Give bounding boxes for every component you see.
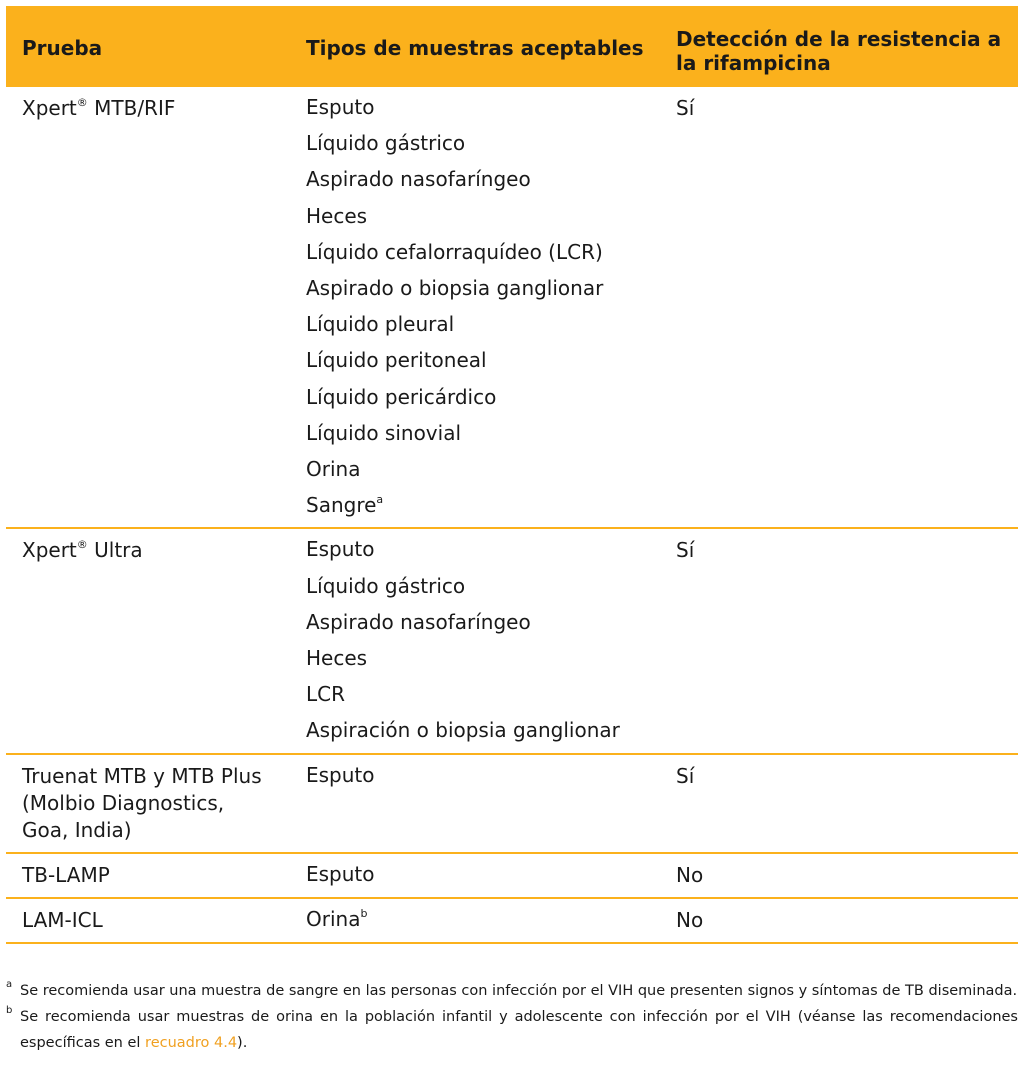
header-test: Prueba xyxy=(6,6,290,87)
sample-item-text: Orina xyxy=(306,906,361,931)
sample-list xyxy=(290,754,660,853)
sample-item: Heces xyxy=(306,646,368,671)
footnotes xyxy=(6,978,1018,1056)
sample-item: Esputo xyxy=(306,861,375,886)
footnote-a xyxy=(6,978,1018,1004)
diagnostic-tests-table xyxy=(6,6,1018,944)
diagnostic-tests-table-wrapper xyxy=(6,6,1018,944)
sample-item-text: Sangre xyxy=(306,493,377,518)
resistance-value: Sí xyxy=(660,528,1018,753)
footnote-mark: b xyxy=(6,1005,13,1016)
resistance-value: No xyxy=(660,898,1018,943)
table-row xyxy=(6,853,1018,898)
resistance-value: No xyxy=(660,853,1018,898)
sample-item: Aspirado o biopsia ganglionar xyxy=(306,276,604,301)
test-name xyxy=(6,87,290,528)
footnote-text: Se recomienda usar muestras de orina en la población infantil y adolescente con infección por el VIH (véanse las recomendaciones específicas en el xyxy=(20,1009,1018,1051)
registered-mark: ® xyxy=(76,96,88,109)
sample-list xyxy=(290,87,660,528)
test-name-text: Xpert xyxy=(22,96,77,120)
sample-item: Líquido pleural xyxy=(306,312,455,337)
test-name: TB-LAMP xyxy=(6,853,290,898)
sample-item xyxy=(306,487,646,523)
table-row xyxy=(6,87,1018,528)
sample-item: Orina xyxy=(306,457,361,482)
sample-item: Heces xyxy=(306,203,368,228)
table-row xyxy=(6,528,1018,753)
sample-item xyxy=(306,901,646,937)
sample-item: Aspirado nasofaríngeo xyxy=(306,609,531,634)
sample-list xyxy=(290,853,660,898)
sample-item: Esputo xyxy=(306,537,375,562)
sample-item: Líquido peritoneal xyxy=(306,348,487,373)
test-name-rest: MTB/RIF xyxy=(87,96,176,120)
footnote-ref: a xyxy=(376,493,384,507)
sample-item: Líquido gástrico xyxy=(306,131,466,156)
footnote-ref: b xyxy=(360,906,368,920)
box-reference-link[interactable]: recuadro 4.4 xyxy=(145,1035,238,1051)
sample-item: Esputo xyxy=(306,762,375,787)
sample-item: Líquido gástrico xyxy=(306,573,466,598)
sample-list xyxy=(290,898,660,943)
sample-item: Líquido cefalorraquídeo (LCR) xyxy=(306,239,603,264)
registered-mark: ® xyxy=(76,538,88,552)
sample-item: Líquido pericárdico xyxy=(306,384,497,409)
footnote-text: Se recomienda usar una muestra de sangre en las personas con infección por el VIH que presenten signos y síntomas de TB diseminada. xyxy=(20,983,1018,999)
sample-item: LCR xyxy=(306,682,346,707)
resistance-value: Sí xyxy=(660,754,1018,853)
header-rifampicin-resistance: Detección de la resistencia a la rifampicina xyxy=(660,6,1018,87)
sample-item: Líquido sinovial xyxy=(306,420,462,445)
test-name: LAM-ICL xyxy=(6,898,290,943)
sample-item: Aspiración o biopsia ganglionar xyxy=(306,718,620,743)
footnote-b xyxy=(6,1004,1018,1056)
sample-list xyxy=(290,528,660,753)
table-header-row xyxy=(6,6,1018,87)
test-name-text: Xpert xyxy=(22,538,77,563)
test-name: Truenat MTB y MTB Plus (Molbio Diagnostics, Goa, India) xyxy=(6,754,290,853)
sample-item: Esputo xyxy=(306,95,375,119)
footnote-mark: a xyxy=(6,979,13,990)
test-name xyxy=(6,528,290,753)
sample-item: Aspirado nasofaríngeo xyxy=(306,167,531,192)
header-sample-types: Tipos de muestras aceptables xyxy=(290,6,660,87)
footnote-text-end: ). xyxy=(237,1035,248,1051)
table-row xyxy=(6,898,1018,943)
test-name-rest: Ultra xyxy=(87,538,143,563)
table-row xyxy=(6,754,1018,853)
resistance-value: Sí xyxy=(660,87,1018,528)
